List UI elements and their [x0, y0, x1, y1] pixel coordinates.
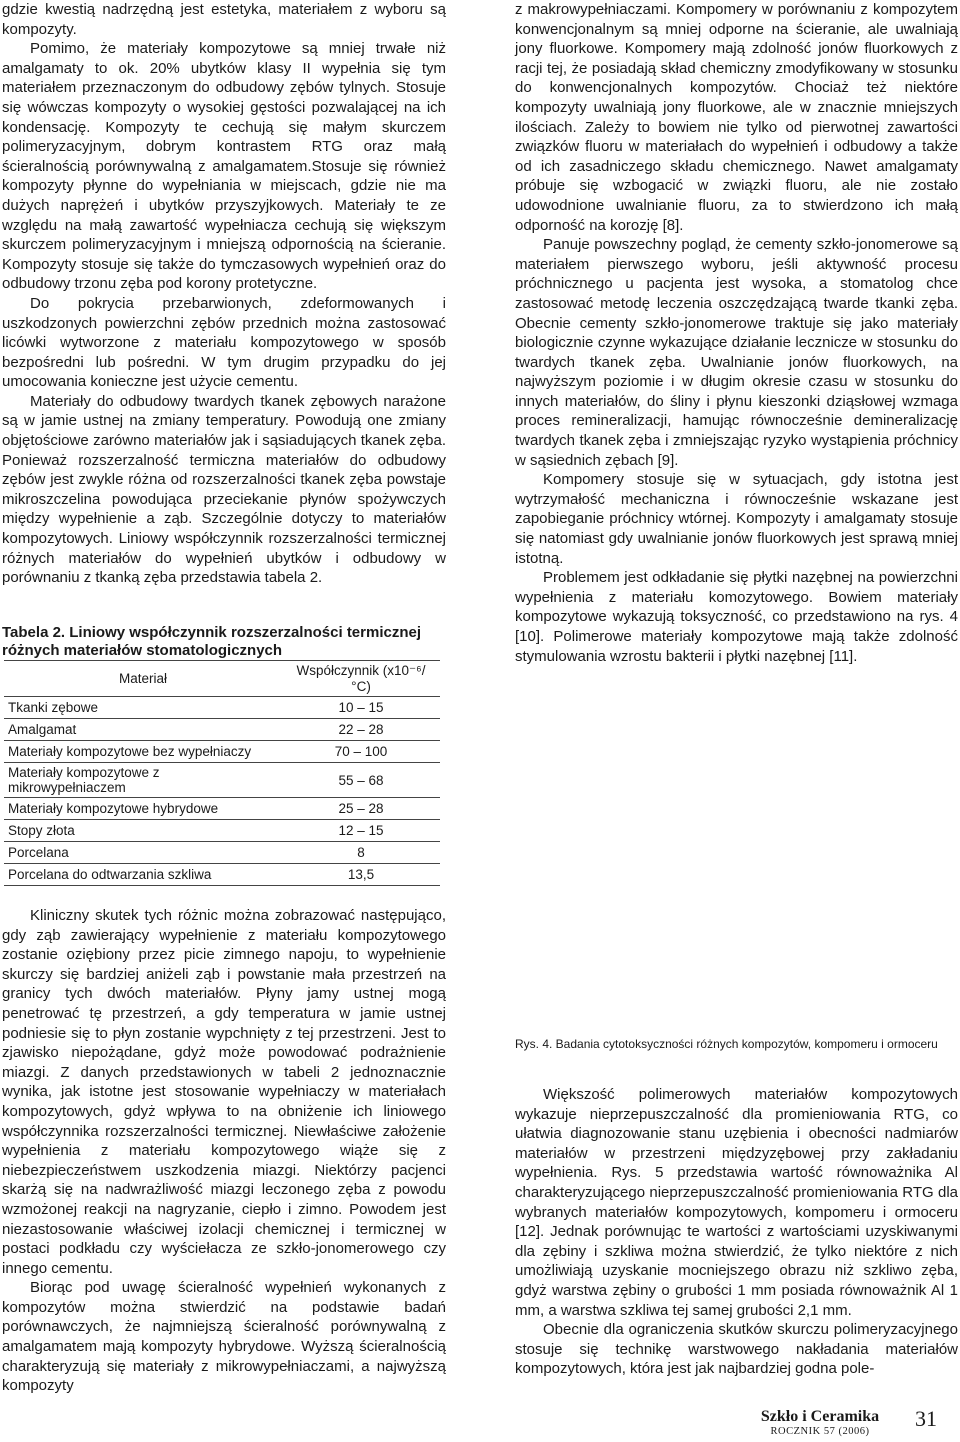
cell-value: 13,5 [282, 864, 440, 886]
cell-material: Tkanki zębowe [4, 697, 282, 719]
left-column-bottom [2, 906, 446, 1396]
thermal-expansion-table [4, 660, 440, 886]
header-material: Materiał [4, 661, 282, 697]
table-row [4, 741, 440, 763]
paragraph: Kompomery stosuje się w sytuacjach, gdy istotna jest wytrzymałość mechaniczna i równocześnie wskazane jest zapobieganie próchnicy wtórnej. Kompozyty i amalgamaty stosuje się natomiast gdy uwalnianie jonów fluorkowych jest sprawą mniej istotną. [515, 471, 958, 567]
cell-value: 25 – 28 [282, 798, 440, 820]
figure-caption: Rys. 4. Badania cytotoksyczności różnych kompozytów, kompomeru i ormoceru [515, 1037, 938, 1051]
cell-value: 10 – 15 [282, 697, 440, 719]
cell-material: Porcelana [4, 842, 282, 864]
cell-value: 12 – 15 [282, 820, 440, 842]
journal-issue: ROCZNIK 57 (2006) [770, 1426, 870, 1437]
paragraph: Do pokrycia przebarwionych, zdeformowanych i uszkodzonych powierzchni zębów przednich można zastosować licówki wytworzone z materiału kompozytowego w sposób bezpośredni lub pośredni. W tym drugim przypadku do jej umocowania konieczne jest użycie cementu. [2, 294, 446, 391]
right-column-bottom [515, 1085, 958, 1379]
page-number: 31 [915, 1406, 937, 1431]
paragraph: Obecnie dla ograniczenia skutków skurczu polimeryzacyjnego stosuje się technikę warstwowego nakładania materiałów kompozytowych, która jest jak najbardziej godna pole- [515, 1321, 958, 1378]
journal-title: Szkło i Ceramika [760, 1408, 880, 1425]
cell-value: 70 – 100 [282, 741, 440, 763]
paragraph: Panuje powszechny pogląd, że cementy szkło-jonomerowe są materiałem pierwszego wyboru, jeśli aktywność procesu próchnicznego u pacjenta jest wysoka, a stomatolog chce zastosować metodę leczenia oszczędzającą twarde tkanki zęba. Obecnie cementy szkło-jonomerowe traktuje się jako materiały biologicznie czynne wykazujące działanie lecznicze w stosunku do twardych tkanek zęba. Uwalnianie jonów fluorkowych, na najwyższym poziomie i w długim okresie czasu w stosunku do innych materiałów, do śliny i płynu kieszonki dziąsłowej wzmaga proces remineralizacji, hamując równocześnie demineralizację twardych tkanek zęba i zmniejszając ryzyko wystąpienia próchnicy w sąsiednich zębach [9]. [515, 236, 958, 469]
paragraph: Pomimo, że materiały kompozytowe są mniej trwałe niż amalgamaty to ok. 20% ubytków klasy II wypełnia się tym materiałem przeznaczonym do odbudowy zębów tylnych. Stosuje się wówczas kompozyty o wysokiej gęstości pozwalającej na ich kondensację. Kompozyty te cechują się małym skurczem polimeryzacyjnym, dobrym kontrastem RTG oraz małą ścieralnością porównywalną z amalgamatem.Stosuje się również kompozyty płynne do wypełniania w miejscach, gdzie nie ma dużych naprężeń i ubytków przyszyjkowych. Materiały te ze względu na małą zawartość wypełniacza cechują się większym skurczem polimeryzacyjnym i mniejszą odpornością na ścieranie. Kompozyty stosuje się także do tymczasowych wypełnień oraz do odbudowy trzonu zęba pod korony protetyczne. [2, 40, 446, 293]
paragraph: z makrowypełniaczami. Kompomery w porównaniu z kompozytem konwencjonalnym są mniej odporne na ścieranie, ale uwalniają jony fluorkowe. Kompomery mają zdolność jonów fluorkowych z racji tej, że posiadają skład chemiczny zmodyfikowany w stosunku do konwencjonalnych kompozytów. Chociaż też niektóre kompozyty uwalniają jony fluorkowe, ale w znacznie mniejszych ilościach. Zależy to bowiem nie tylko od pierwotnej zawartości związków fluoru w materiałach do wypełnień i odbudowy a także od ich zasadniczego składu chemicznego. Nawet amalgamaty próbuje się wzbogacić w związki fluoru, ale nie zostało udowodnione uwalnianie fluoru, za to stwierdzono ich małą odporność na korozję [8]. [515, 1, 958, 234]
table-row [4, 820, 440, 842]
paragraph: Biorąc pod uwagę ścieralność wypełnień wykonanych z kompozytów można stwierdzić na podstawie badań porównawczych, że najmniejszą ścieralność porównywalną z amalgamatem mają kompozyty hybrydowe. Wyższą ścieralnością charakteryzują się materiały z mikrowypełniaczami, a najwyższą kompozyty [2, 1279, 446, 1395]
header-coefficient: Współczynnik (x10⁻⁶/ °C) [282, 661, 440, 697]
paragraph: Kliniczny skutek tych różnic można zobrazować następująco, gdy ząb zawierający wypełnienie z materiału kompozytowego zostanie oziębiony przez picie zimnego napoju, to wypełnienie skurczy się bardziej aniżeli ząb i powstanie mała przestrzeń na granicy tych dwóch materiałów. Płyny jamy ustnej mogą penetrować tę przestrzeń, a gdy temperatura w jamie ustnej podniesie się to płyn zostanie wypchnięty z tej przestrzeni. Jest to zjawisko niepożądane, gdyż może powodować podrażnienie miazgi. Z danych przedstawionych w tabeli 2 jednoznacznie wynika, jak istotne jest stosowanie wypełniaczy w materiałach kompozytowych, gdyż wpływa to na obniżenie ich liniowego współczynnika rozszerzalności termicznej. Niewłaściwe założenie wypełnienia z materiału kompozytowego wiąże się z niebezpieczeństwem uszkodzenia miazgi. Niektórzy pacjenci skarżą się na nadwrażliwość miazgi leczonego zęba z powodu wzmożonej reakcji na nagryzanie, ciepło i zimno. Powodem jest niezastosowanie właściwej izolacji chemicznej i termicznej w postaci podkładu czy wyściełacza ze szkło-jonomerowego czy innego cementu. [2, 907, 446, 1277]
cell-material: Materiały kompozytowe z mikrowypełniaczem [4, 763, 282, 798]
paragraph: gdzie kwestią nadrzędną jest estetyka, materiałem z wyboru są kompozyty. [2, 1, 446, 38]
right-column-top [515, 0, 958, 666]
journal-footer [740, 1408, 900, 1437]
cell-material: Amalgamat [4, 719, 282, 741]
paragraph: Problemem jest odkładanie się płytki nazębnej na powierzchni wypełnienia z materiału komozytowego. Bowiem materiały kompozytowe wykazują toksyczność, co przedstawiono na rys. 4 [10]. Polimerowe materiały kompozytowe mają także zdolność stymulowania wzrostu bakterii i płytki nazębnej [11]. [515, 569, 958, 665]
cell-material: Porcelana do odtwarzania szkliwa [4, 864, 282, 886]
table-row [4, 719, 440, 741]
table-row [4, 842, 440, 864]
table-row [4, 864, 440, 886]
table-row [4, 697, 440, 719]
paragraph: Większość polimerowych materiałów kompozytowych wykazuje nieprzepuszczalność dla promieniowania RTG, co ułatwia diagnozowanie stanu uzębienia i obecności nadmiarów materiałów w przestrzeni międzyzębowej przy zakładaniu wypełnienia. Rys. 5 przedstawia wartość równoważnika Al charakteryzującego nieprzepuszczalność promieniowania RTG dla wybranych materiałów kompozytowych, kompomeru i ormoceru [12]. Jednak porównując te wartości z wartościami uzyskiwanymi dla zębiny i szkliwa można stwierdzić, że tylko niektóre z nich umożliwiają uzyskanie mocniejszego obrazu niż szkliwo zęba, gdyż warstwa zębiny o grubości 1 mm posiada równoważnik Al 1 mm, a warstwa szkliwa tej samej grubości 2,1 mm. [515, 1086, 958, 1319]
cell-value: 22 – 28 [282, 719, 440, 741]
left-column-top [2, 0, 446, 588]
table-header-row [4, 661, 440, 697]
cell-material: Materiały kompozytowe bez wypełniaczy [4, 741, 282, 763]
paragraph: Materiały do odbudowy twardych tkanek zębowych narażone są w jamie ustnej na zmiany temperatury. Powodują one zmiany objętościowe zarówno materiałów jak i sąsiadujących tkanek zęba. Ponieważ rozszerzalność termiczna materiałów do odbudowy zębów jest zwykle różna od rozszerzalności tkanek zęba powstaje mikroszczelina powodująca przeciekanie płynów spożywczych między wypełnienie a ząb. Szczególnie dotyczy to materiałów kompozytowych. Liniowy współczynnik rozszerzalności termicznej różnych materiałów do wypełnień ubytków i odbudowy w porównaniu z tkanką zęba przedstawia tabela 2. [2, 392, 446, 587]
table-caption: Tabela 2. Liniowy współczynnik rozszerzalności termicznej różnych materiałów stomatologicznych [2, 624, 422, 659]
table-row [4, 798, 440, 820]
cell-value: 8 [282, 842, 440, 864]
table-row [4, 763, 440, 798]
cell-value: 55 – 68 [282, 763, 440, 798]
cell-material: Materiały kompozytowe hybrydowe [4, 798, 282, 820]
cell-material: Stopy złota [4, 820, 282, 842]
